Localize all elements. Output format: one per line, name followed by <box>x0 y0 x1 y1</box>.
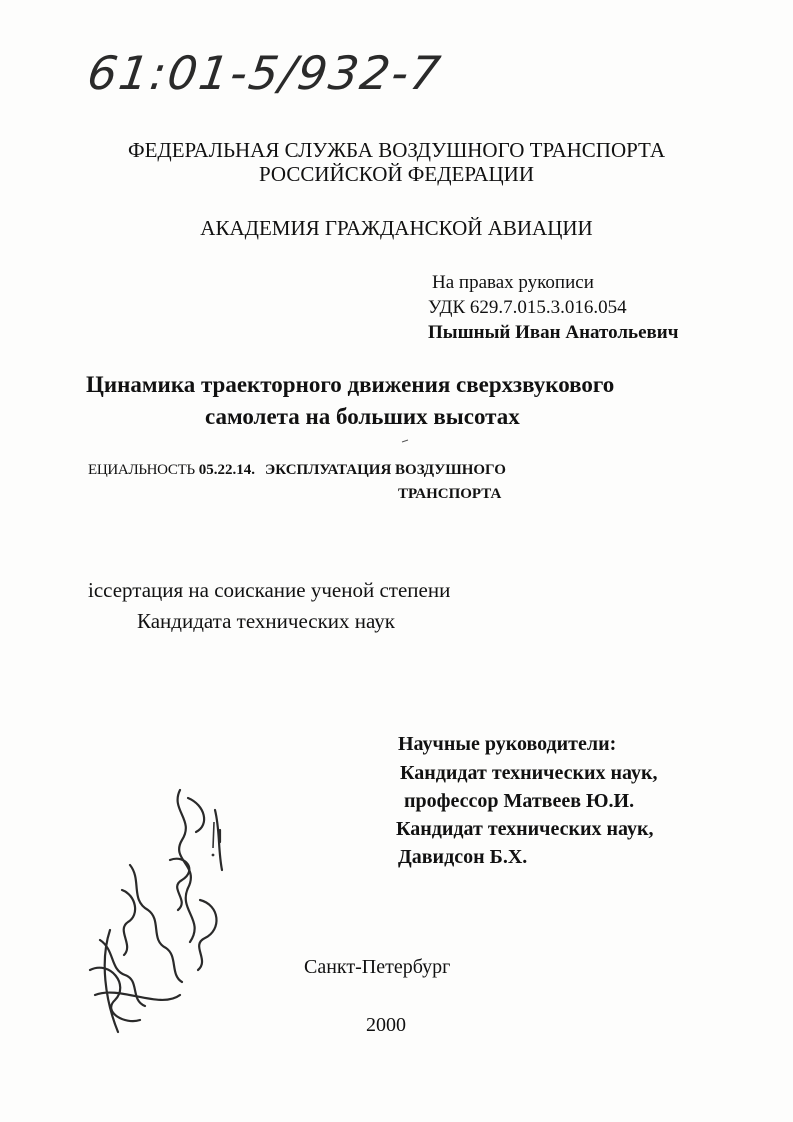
academy-name: АКАДЕМИЯ ГРАЖДАНСКОЙ АВИАЦИИ <box>200 216 593 240</box>
supervisor-1-degree: Кандидат технических наук, <box>400 762 658 784</box>
specialty-code: 05.22.14. <box>198 462 256 478</box>
handwritten-signature <box>70 770 250 1040</box>
thesis-title-line1: Цинамика траекторного движения сверхзвукового <box>86 372 615 397</box>
udc-code: УДК 629.7.015.3.016.054 <box>428 297 627 318</box>
specialty-name-line1: ЭКСПЛУАТАЦИЯ ВОЗДУШНОГО <box>265 462 506 478</box>
agency-name-line2: РОССИЙСКОЙ ФЕДЕРАЦИИ <box>259 162 534 186</box>
specialty-prefix: ЕЦИАЛЬНОСТЬ <box>88 462 195 478</box>
year: 2000 <box>366 1014 406 1036</box>
specialty-name-line2: ТРАНСПОРТА <box>398 486 502 502</box>
agency-name-line1: ФЕДЕРАЛЬНАЯ СЛУЖБА ВОЗДУШНОГО ТРАНСПОРТА <box>127 138 665 162</box>
specialty-line <box>88 462 506 479</box>
thesis-title-line2: самолета на больших высотах <box>205 404 520 429</box>
dissertation-line1: іссертация на соискание ученой степени <box>88 578 451 602</box>
city: Санкт-Петербург <box>304 956 451 978</box>
archive-code-handwritten: 61:01-5/932-7 <box>84 46 446 100</box>
scan-speck <box>400 438 410 444</box>
author-name: Пышный Иван Анатольевич <box>428 322 679 343</box>
manuscript-rights: На правах рукописи <box>432 272 594 293</box>
supervisor-2-degree: Кандидат технических наук, <box>396 818 654 840</box>
supervisor-2-name: Давидсон Б.Х. <box>398 846 528 868</box>
supervisors-heading: Научные руководители: <box>398 733 617 755</box>
dissertation-line2: Кандидата технических наук <box>137 609 395 633</box>
scan-mark <box>210 820 218 860</box>
supervisor-1-name: профессор Матвеев Ю.И. <box>404 790 635 812</box>
